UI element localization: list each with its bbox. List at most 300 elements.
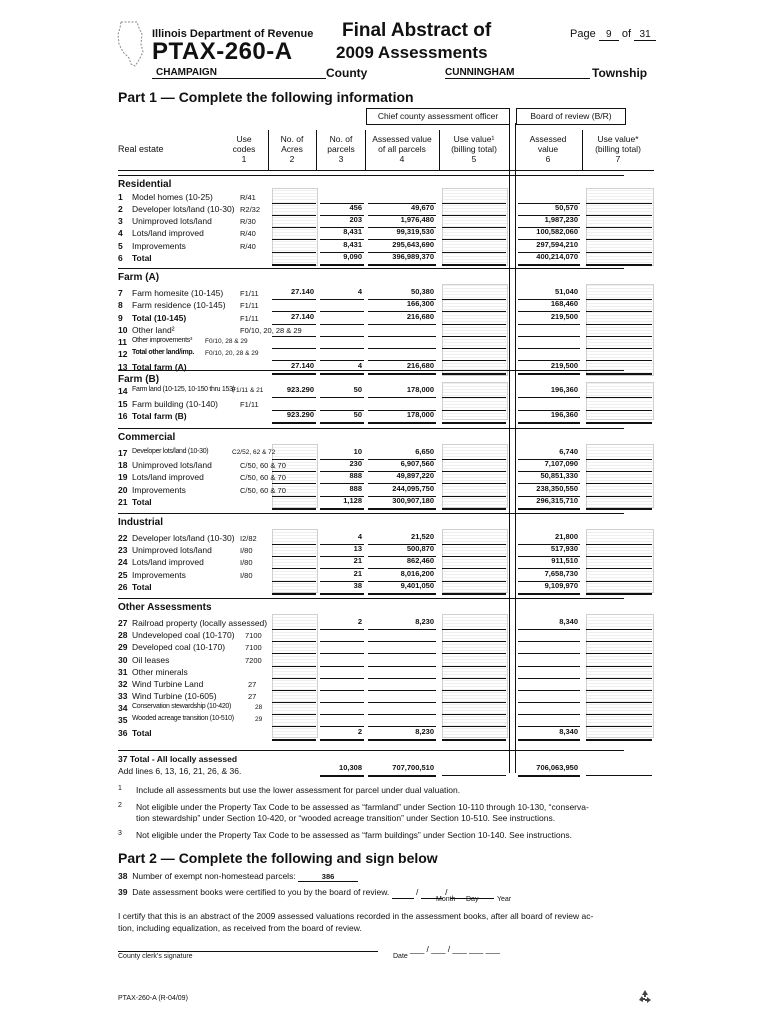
month-label: Month [436, 896, 456, 903]
cell-acres[interactable] [272, 618, 316, 630]
cell-parcels[interactable]: 50 [320, 411, 364, 424]
row-label: Wind Turbine Land [132, 679, 204, 689]
cell-brav[interactable]: 6,740 [518, 448, 580, 460]
col7-header: Use value* (billing total) 7 [595, 134, 641, 164]
cell-bruv[interactable] [586, 618, 652, 630]
cell-brav[interactable] [518, 325, 580, 337]
row-use-code: F0/10, 20, 28 & 29 [205, 350, 259, 357]
cell-acres[interactable] [272, 703, 316, 715]
township-field[interactable]: CUNNINGHAM [445, 67, 590, 79]
cell-parcels[interactable] [320, 630, 364, 642]
cell-parcels[interactable] [320, 667, 364, 679]
cell-parcels[interactable] [320, 337, 364, 349]
cell-acres[interactable] [272, 253, 316, 266]
row-number: 24 [118, 557, 128, 567]
row-number: 5 [118, 241, 123, 251]
cell-brav[interactable]: 1,987,230 [518, 216, 580, 228]
cell-uv[interactable] [442, 655, 506, 667]
cell-parcels[interactable] [320, 691, 364, 703]
row-number: 28 [118, 630, 128, 640]
cell-acres[interactable] [272, 533, 316, 545]
cell-parcels[interactable]: 9,090 [320, 253, 364, 266]
cell-uv[interactable] [442, 337, 506, 349]
cell-brav[interactable] [518, 655, 580, 667]
cell-uv[interactable] [442, 618, 506, 630]
section-commercial: Commercial [118, 432, 176, 443]
exempt-parcels-field[interactable]: 386 [298, 872, 358, 882]
cell-parcels[interactable] [320, 715, 364, 727]
cell-av[interactable]: 295,643,690 [368, 241, 436, 253]
cell-acres[interactable] [272, 557, 316, 569]
cell-bruv[interactable] [586, 570, 652, 582]
row-number: 25 [118, 570, 128, 580]
cell-uv[interactable] [442, 667, 506, 679]
cell-av[interactable]: 49,670 [368, 204, 436, 216]
cell-bruv[interactable] [586, 679, 652, 691]
cell-bruv[interactable] [586, 691, 652, 703]
total-use-value[interactable] [586, 764, 652, 776]
cell-bruv[interactable] [586, 642, 652, 654]
cell-bruv[interactable] [586, 703, 652, 715]
cell-av[interactable]: 6,907,560 [368, 460, 436, 472]
cell-uv[interactable] [442, 642, 506, 654]
cell-acres[interactable] [272, 691, 316, 703]
cell-uv[interactable] [442, 228, 506, 240]
part1-title: Part 1 — Complete the following information [118, 89, 414, 105]
cell-uv[interactable] [442, 582, 506, 595]
certified-month-field[interactable] [392, 887, 414, 899]
row-use-code: R/40 [240, 242, 256, 251]
cell-uv[interactable] [442, 545, 506, 557]
line-37-label: 37 Total - All locally assessed [118, 754, 238, 764]
cell-acres[interactable]: 27.140 [272, 313, 316, 325]
row-use-code: 27 [248, 680, 257, 689]
cell-uv[interactable] [442, 192, 506, 204]
cell-bruv[interactable] [586, 253, 652, 266]
cell-brav[interactable]: 7,107,090 [518, 460, 580, 472]
cell-bruv[interactable] [586, 300, 652, 312]
cell-brav[interactable]: 50,851,330 [518, 472, 580, 484]
cell-acres[interactable] [272, 728, 316, 741]
cell-uv[interactable] [442, 557, 506, 569]
cell-bruv[interactable] [586, 386, 652, 398]
cell-parcels[interactable]: 13 [320, 545, 364, 557]
cell-parcels[interactable]: 8,431 [320, 241, 364, 253]
certification-line1: I certify that this is an abstract of the 2009 assessed valuations recorded in the assessment books, after all board of review ac- [118, 911, 594, 921]
cell-acres[interactable] [272, 642, 316, 654]
row-label: Model homes (10-25) [132, 192, 213, 202]
cell-acres[interactable] [272, 325, 316, 337]
cell-brav[interactable] [518, 642, 580, 654]
cell-av[interactable]: 216,680 [368, 313, 436, 325]
cell-bruv[interactable] [586, 655, 652, 667]
cell-bruv[interactable] [586, 485, 652, 497]
row-label: Total [132, 253, 152, 263]
cell-acres[interactable]: 923.290 [272, 411, 316, 424]
cell-bruv[interactable] [586, 533, 652, 545]
cell-parcels[interactable]: 2 [320, 618, 364, 630]
cell-acres[interactable] [272, 655, 316, 667]
cell-brav[interactable]: 517,930 [518, 545, 580, 557]
cell-parcels[interactable] [320, 655, 364, 667]
row-label: Developer lots/land (10-30) [132, 204, 235, 214]
row-number: 19 [118, 472, 128, 482]
col-real-estate: Real estate [118, 144, 164, 154]
cell-parcels[interactable]: 38 [320, 582, 364, 595]
cell-brav[interactable]: 400,214,070 [518, 253, 580, 266]
col5-header: Use value¹ (billing total) 5 [451, 134, 497, 164]
form-revision: PTAX-260-A (R-04/09) [118, 995, 188, 1002]
cell-av[interactable]: 178,000 [368, 411, 436, 424]
form-id: PTAX-260-A [152, 38, 293, 65]
cell-uv[interactable] [442, 533, 506, 545]
day-label: Day [466, 896, 479, 903]
line-37-sublabel: Add lines 6, 13, 16, 21, 26, & 36. [118, 766, 242, 776]
cell-acres[interactable]: 27.140 [272, 288, 316, 300]
cell-uv[interactable] [442, 216, 506, 228]
cell-uv[interactable] [442, 570, 506, 582]
cell-brav[interactable]: 51,040 [518, 288, 580, 300]
cell-parcels[interactable]: 21 [320, 570, 364, 582]
cell-av[interactable]: 21,520 [368, 533, 436, 545]
cell-bruv[interactable] [586, 460, 652, 472]
cell-uv[interactable] [442, 253, 506, 266]
cell-brav[interactable]: 196,360 [518, 386, 580, 398]
cell-acres[interactable]: 923.290 [272, 386, 316, 398]
cell-brav[interactable]: 297,594,210 [518, 241, 580, 253]
county-field[interactable]: CHAMPAIGN [152, 67, 326, 79]
cell-uv[interactable] [442, 411, 506, 424]
cell-bruv[interactable] [586, 582, 652, 595]
total-parcels[interactable]: 10,308 [320, 764, 364, 777]
cell-parcels[interactable]: 203 [320, 216, 364, 228]
cell-parcels[interactable]: 10 [320, 448, 364, 460]
row-number: 1 [118, 192, 123, 202]
cell-av[interactable] [368, 655, 436, 667]
cell-acres[interactable] [272, 300, 316, 312]
section-farm_b: Farm (B) [118, 374, 160, 385]
cell-av[interactable] [368, 642, 436, 654]
col1-header: Use codes 1 [232, 134, 256, 164]
cell-parcels[interactable]: 50 [320, 386, 364, 398]
row-use-code: 7100 [245, 631, 262, 640]
cell-acres[interactable] [272, 192, 316, 204]
row-use-code: F1/11 [240, 289, 259, 298]
cell-bruv[interactable] [586, 241, 652, 253]
cell-brav[interactable] [518, 349, 580, 361]
cell-acres[interactable] [272, 460, 316, 472]
cell-bruv[interactable] [586, 325, 652, 337]
cell-acres[interactable] [272, 228, 316, 240]
row-label: Total farm (B) [132, 411, 187, 421]
cell-parcels[interactable]: 888 [320, 485, 364, 497]
cell-bruv[interactable] [586, 192, 652, 204]
cell-bruv[interactable] [586, 313, 652, 325]
cell-uv[interactable] [442, 204, 506, 216]
total-av[interactable]: 707,700,510 [368, 764, 436, 777]
row-label: Total farm (A) [132, 362, 187, 372]
cell-acres[interactable] [272, 545, 316, 557]
cell-acres[interactable] [272, 715, 316, 727]
cell-brav[interactable]: 50,570 [518, 204, 580, 216]
cell-acres[interactable] [272, 630, 316, 642]
row-number: 30 [118, 655, 128, 665]
cell-brav[interactable] [518, 679, 580, 691]
cell-av[interactable] [368, 630, 436, 642]
cell-av[interactable]: 50,380 [368, 288, 436, 300]
cell-acres[interactable]: 27.140 [272, 362, 316, 375]
section-residential: Residential [118, 179, 172, 190]
row-label: Farm homesite (10-145) [132, 288, 224, 298]
cell-brav[interactable]: 21,800 [518, 533, 580, 545]
cell-av[interactable]: 500,870 [368, 545, 436, 557]
cell-av[interactable] [368, 337, 436, 349]
cell-brav[interactable]: 911,510 [518, 557, 580, 569]
line-39: 39 Date assessment books were certified to you by the board of review. / / [118, 887, 494, 899]
cell-bruv[interactable] [586, 472, 652, 484]
cell-uv[interactable] [442, 630, 506, 642]
signature-date-field[interactable]: ___ / ___ / ___ ___ ___ [410, 944, 500, 954]
cell-brav[interactable]: 8,340 [518, 728, 580, 741]
row-label: Railroad property (locally assessed) [132, 618, 268, 628]
row-use-code: 7100 [245, 643, 262, 652]
cell-av[interactable]: 300,907,180 [368, 497, 436, 510]
cell-av[interactable] [368, 691, 436, 703]
row-use-code: 27 [248, 692, 257, 701]
cell-parcels[interactable]: 4 [320, 533, 364, 545]
cell-uv[interactable] [442, 485, 506, 497]
row-use-code: F0/10, 20, 28 & 29 [240, 326, 302, 335]
cell-acres[interactable] [272, 472, 316, 484]
cell-uv[interactable] [442, 241, 506, 253]
cell-brav[interactable]: 238,350,550 [518, 485, 580, 497]
cell-parcels[interactable] [320, 313, 364, 325]
cell-brav[interactable] [518, 691, 580, 703]
cell-av[interactable]: 396,989,370 [368, 253, 436, 266]
row-number: 35 [118, 715, 128, 725]
cell-av[interactable] [368, 715, 436, 727]
cell-uv[interactable] [442, 679, 506, 691]
cell-uv[interactable] [442, 362, 506, 375]
row-use-code: C2/52, 62 & 72 [232, 449, 276, 456]
cell-bruv[interactable] [586, 228, 652, 240]
row-number: 23 [118, 545, 128, 555]
cell-parcels[interactable] [320, 679, 364, 691]
cell-av[interactable]: 6,650 [368, 448, 436, 460]
row-number: 21 [118, 497, 128, 507]
signature-line[interactable] [118, 951, 378, 952]
cell-acres[interactable] [272, 349, 316, 361]
cell-brav[interactable] [518, 667, 580, 679]
row-label: Farm residence (10-145) [132, 300, 226, 310]
cell-acres[interactable] [272, 667, 316, 679]
row-use-code: F1/11 [240, 301, 259, 310]
row-use-code: F1/11 & 21 [232, 387, 264, 394]
cell-uv[interactable] [442, 728, 506, 741]
cell-acres[interactable] [272, 570, 316, 582]
section-industrial: Industrial [118, 517, 164, 528]
total-use-value[interactable] [442, 764, 506, 776]
row-number: 29 [118, 642, 128, 652]
cell-bruv[interactable] [586, 349, 652, 361]
county-label: County [326, 66, 368, 80]
line-38: 38 Number of exempt non-homestead parcels: 386 [118, 871, 358, 882]
cell-uv[interactable] [442, 399, 506, 411]
cell-acres[interactable] [272, 582, 316, 595]
cell-brav[interactable] [518, 630, 580, 642]
cell-uv[interactable] [442, 691, 506, 703]
cell-uv[interactable] [442, 349, 506, 361]
cell-bruv[interactable] [586, 204, 652, 216]
cell-uv[interactable] [442, 386, 506, 398]
cell-av[interactable] [368, 703, 436, 715]
row-use-code: R/41 [240, 193, 256, 202]
cell-parcels[interactable]: 4 [320, 362, 364, 375]
footnote-2: $^2$ Not eligible under the Property Tax Code to be assessed as “farmland” under Section 10-110 through 10-130, “conserva- tion stewardship” under Section 10-420, or “wooded acreage transition” under Section 10-510. See instructions. [118, 802, 589, 823]
cell-acres[interactable] [272, 204, 316, 216]
cell-acres[interactable] [272, 448, 316, 460]
cell-av[interactable]: 1,976,480 [368, 216, 436, 228]
cell-av[interactable]: 49,897,220 [368, 472, 436, 484]
cell-bruv[interactable] [586, 667, 652, 679]
cell-bruv[interactable] [586, 411, 652, 424]
cell-av[interactable]: 9,401,050 [368, 582, 436, 595]
row-number: 12 [118, 349, 128, 359]
cell-uv[interactable] [442, 448, 506, 460]
cell-parcels[interactable]: 2 [320, 728, 364, 741]
cell-acres[interactable] [272, 216, 316, 228]
cell-parcels[interactable]: 4 [320, 288, 364, 300]
cell-bruv[interactable] [586, 557, 652, 569]
cell-acres[interactable] [272, 241, 316, 253]
cell-bruv[interactable] [586, 715, 652, 727]
col4-header: Assessed value of all parcels 4 [372, 134, 432, 164]
row-label: Lots/land improved [132, 472, 204, 482]
cell-av[interactable]: 8,230 [368, 728, 436, 741]
cell-bruv[interactable] [586, 545, 652, 557]
recycle-icon [636, 988, 654, 1006]
certification-line2: tion, including equalization, as received from the board of review. [118, 923, 362, 933]
cell-av[interactable]: 862,460 [368, 557, 436, 569]
cell-brav[interactable]: 296,315,710 [518, 497, 580, 510]
cell-brav[interactable]: 196,360 [518, 411, 580, 424]
row-number: 32 [118, 679, 128, 689]
cell-bruv[interactable] [586, 216, 652, 228]
total-brav[interactable]: 706,063,950 [518, 764, 580, 777]
cell-parcels[interactable]: 230 [320, 460, 364, 472]
cell-parcels[interactable]: 888 [320, 472, 364, 484]
row-use-code: C/50, 60 & 70 [240, 473, 286, 482]
cell-uv[interactable] [442, 288, 506, 300]
cell-parcels[interactable]: 8,431 [320, 228, 364, 240]
cell-parcels[interactable] [320, 349, 364, 361]
cell-av[interactable]: 99,319,530 [368, 228, 436, 240]
cell-uv[interactable] [442, 472, 506, 484]
row-number: 34 [118, 703, 128, 713]
cell-av[interactable]: 166,300 [368, 300, 436, 312]
cell-acres[interactable] [272, 497, 316, 510]
row-number: 18 [118, 460, 128, 470]
cell-parcels[interactable]: 21 [320, 557, 364, 569]
cell-uv[interactable] [442, 703, 506, 715]
cell-av[interactable]: 216,680 [368, 362, 436, 375]
col6-header: Assessed value 6 [529, 134, 567, 164]
footnote-3: $^3$ Not eligible under the Property Tax Code to be assessed as “farm buildings” under Section 10-140. See instructions. [118, 830, 572, 840]
cell-bruv[interactable] [586, 630, 652, 642]
cell-uv[interactable] [442, 313, 506, 325]
cell-av[interactable] [368, 679, 436, 691]
row-number: 33 [118, 691, 128, 701]
page-total[interactable]: 31 [634, 29, 656, 41]
cell-bruv[interactable] [586, 497, 652, 510]
page-label: Page [570, 28, 596, 40]
row-label: Wooded acreage transition (10-510) [132, 715, 234, 722]
row-use-code: I/80 [240, 571, 253, 580]
chief-officer-header: Chief county assessment officer [366, 108, 510, 125]
cell-av[interactable]: 8,230 [368, 618, 436, 630]
cell-acres[interactable] [272, 679, 316, 691]
cell-av[interactable] [368, 349, 436, 361]
cell-brav[interactable]: 7,658,730 [518, 570, 580, 582]
row-label: Unimproved lots/land [132, 216, 212, 226]
row-number: 27 [118, 618, 128, 628]
row-use-code: C/50, 60 & 70 [240, 461, 286, 470]
cell-av[interactable]: 8,016,200 [368, 570, 436, 582]
cell-av[interactable] [368, 325, 436, 337]
cell-uv[interactable] [442, 460, 506, 472]
cell-parcels[interactable]: 456 [320, 204, 364, 216]
cell-uv[interactable] [442, 715, 506, 727]
cell-parcels[interactable] [320, 642, 364, 654]
cell-acres[interactable] [272, 337, 316, 349]
cell-brav[interactable]: 9,109,970 [518, 582, 580, 595]
cell-uv[interactable] [442, 325, 506, 337]
cell-brav[interactable]: 168,460 [518, 300, 580, 312]
cell-brav[interactable] [518, 703, 580, 715]
cell-brav[interactable]: 219,500 [518, 313, 580, 325]
cell-brav[interactable]: 100,582,060 [518, 228, 580, 240]
cell-parcels[interactable] [320, 325, 364, 337]
cell-parcels[interactable] [320, 300, 364, 312]
cell-acres[interactable] [272, 485, 316, 497]
cell-parcels[interactable] [320, 703, 364, 715]
cell-brav[interactable] [518, 715, 580, 727]
board-of-review-header: Board of review (B/R) [516, 108, 626, 125]
cell-av[interactable] [368, 667, 436, 679]
row-use-code: F0/10, 28 & 29 [205, 338, 248, 345]
cell-av[interactable]: 244,095,750 [368, 485, 436, 497]
row-label: Developer lots/land (10-30) [132, 448, 209, 455]
cell-bruv[interactable] [586, 399, 652, 411]
cell-bruv[interactable] [586, 728, 652, 741]
cell-av[interactable]: 178,000 [368, 386, 436, 398]
cell-brav[interactable] [518, 337, 580, 349]
row-number: 31 [118, 667, 128, 677]
cell-bruv[interactable] [586, 337, 652, 349]
cell-bruv[interactable] [586, 448, 652, 460]
cell-brav[interactable]: 219,500 [518, 362, 580, 375]
page-number[interactable]: 9 [599, 29, 619, 41]
row-use-code: R/30 [240, 217, 256, 226]
cell-parcels[interactable]: 1,128 [320, 497, 364, 510]
cell-brav[interactable]: 8,340 [518, 618, 580, 630]
row-number: 7 [118, 288, 123, 298]
cell-uv[interactable] [442, 300, 506, 312]
signature-label: County clerk’s signature [118, 953, 193, 960]
cell-bruv[interactable] [586, 288, 652, 300]
cell-bruv[interactable] [586, 362, 652, 375]
cell-uv[interactable] [442, 497, 506, 510]
